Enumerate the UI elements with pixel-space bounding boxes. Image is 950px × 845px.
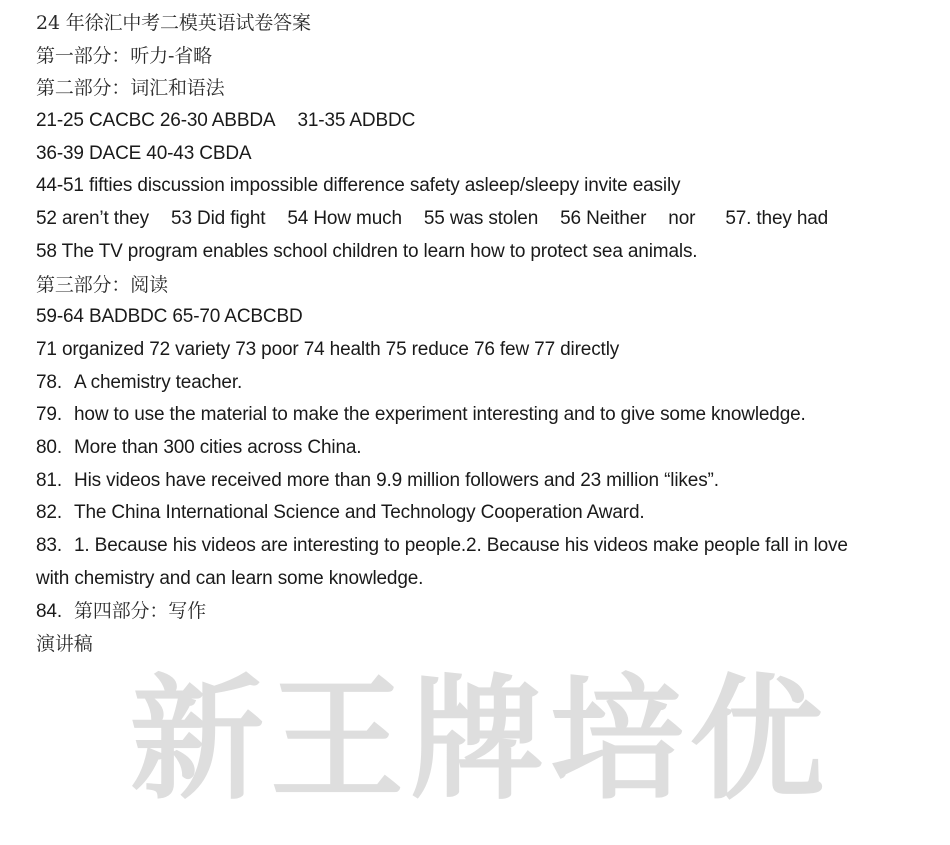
document-title: 24 年徐汇中考二模英语试卷答案	[36, 12, 311, 34]
answer-text: 1. Because his videos are interesting to people.2. Because his videos make people fall in love	[74, 535, 848, 556]
section-part-3: 第三部分：阅读	[36, 273, 168, 296]
answer-55: 55 was stolen	[423, 208, 539, 230]
answer-text: More than 300 cities across China.	[74, 436, 362, 458]
question-number: 79.	[36, 404, 62, 426]
answer-53: 53 Did fight	[171, 208, 266, 230]
section-part-4: 第四部分：写作	[74, 600, 206, 623]
question-number: 82.	[36, 502, 62, 524]
answer-79	[36, 399, 916, 432]
answer-text: The China International Science and Technology Cooperation Award.	[74, 502, 645, 524]
speech-label: 演讲稿	[36, 633, 93, 656]
answers-59-70: 59-64 BADBDC 65-70 ACBCBD	[36, 306, 303, 328]
answer-57: 57. they had	[725, 208, 829, 230]
answers-52-57	[36, 203, 916, 236]
watermark-text: 新王牌培优	[129, 662, 830, 818]
question-number: 84.	[36, 601, 62, 623]
question-number: 80.	[36, 436, 62, 458]
answer-83-continued: with chemistry and can learn some knowledge.	[36, 567, 424, 589]
answers-21-35	[36, 105, 916, 138]
answer-document	[36, 7, 916, 661]
answer-82	[36, 497, 916, 530]
section-part-2: 第二部分：词汇和语法	[36, 77, 225, 100]
answers-31-35: 31-35 ADBDC	[297, 110, 416, 132]
answer-84	[36, 595, 916, 628]
answer-text: His videos have received more than 9.9 million followers and 23 million “likes”.	[74, 469, 719, 491]
answers-71-77: 71 organized 72 variety 73 poor 74 health 75 reduce 76 few 77 directly	[36, 338, 620, 360]
answer-78	[36, 367, 916, 400]
answer-81	[36, 465, 916, 498]
answer-54: 54 How much	[287, 208, 402, 230]
answer-text: how to use the material to make the experiment interesting and to give some knowledge.	[74, 404, 806, 426]
answer-80	[36, 432, 916, 465]
answer-83	[36, 530, 916, 563]
question-number: 81.	[36, 469, 62, 491]
answers-36-43: 36-39 DACE 40-43 CBDA	[36, 142, 252, 164]
answers-44-51: 44-51 fifties discussion impossible difference safety asleep/sleepy invite easily	[36, 175, 681, 197]
answers-21-30: 21-25 CACBC 26-30 ABBDA	[36, 110, 276, 132]
answer-56-first: 56 Neither	[560, 208, 647, 230]
answer-56-second: nor	[668, 208, 696, 230]
section-part-1: 第一部分：听力-省略	[36, 44, 212, 67]
question-number: 83.	[36, 535, 62, 556]
question-number: 78.	[36, 371, 62, 393]
answer-text: A chemistry teacher.	[74, 371, 243, 393]
answer-52: 52 aren’t they	[36, 208, 150, 230]
answer-58: 58 The TV program enables school children to learn how to protect sea animals.	[36, 240, 698, 262]
